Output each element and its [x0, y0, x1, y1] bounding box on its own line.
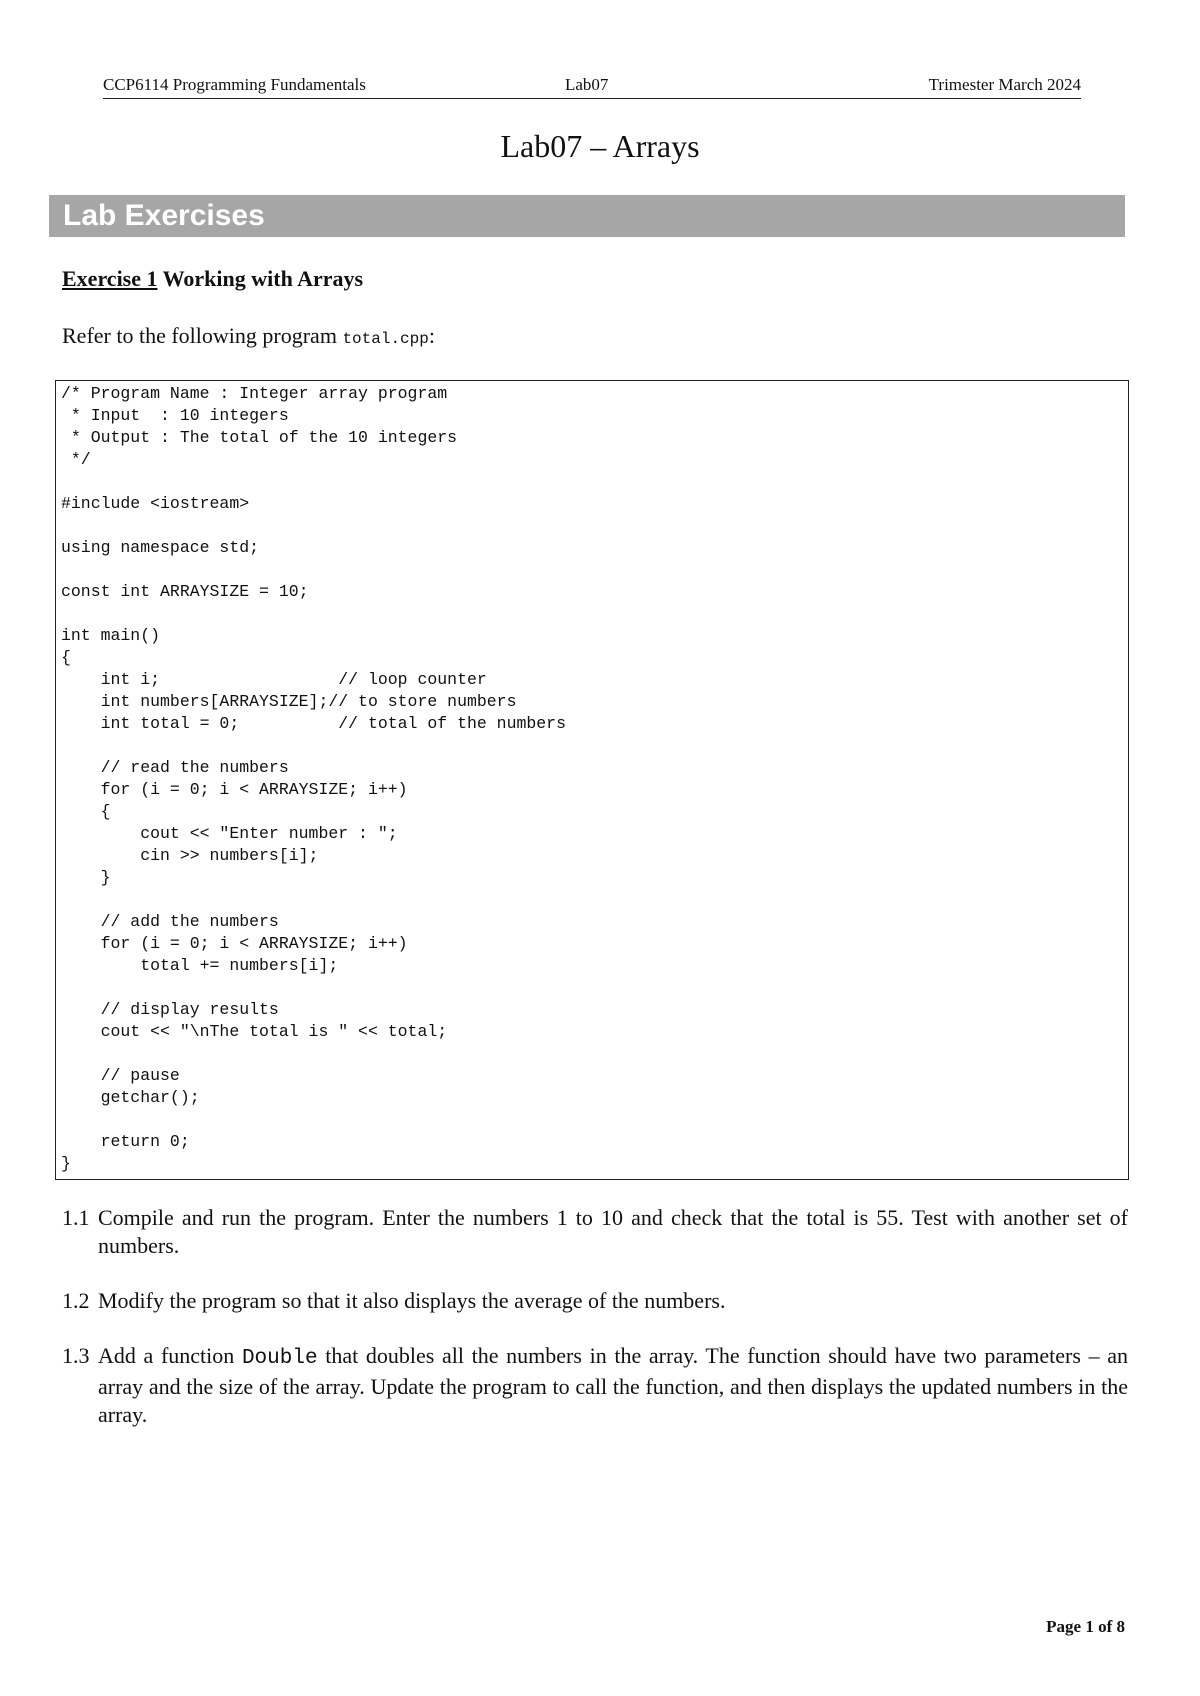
function-name: Double [241, 1347, 318, 1370]
section-title: Lab Exercises [63, 199, 265, 232]
page-header [103, 74, 1081, 99]
course-name: CCP6114 Programming Fundamentals [103, 75, 366, 94]
exercise-heading [62, 265, 363, 293]
page-number: Page 1 of 8 [1046, 1617, 1125, 1636]
intro-suffix: : [428, 323, 435, 348]
document-title: Lab07 – Arrays [500, 128, 700, 164]
task-item [62, 1287, 1128, 1315]
task-list [62, 1204, 1128, 1456]
section-banner [49, 195, 1125, 237]
task-item [62, 1342, 1128, 1429]
task-item [62, 1204, 1128, 1260]
lab-number: Lab07 [565, 75, 609, 94]
task-number: 1.3 [62, 1343, 90, 1368]
task-text: Modify the program so that it also displays the average of the numbers. [98, 1288, 726, 1313]
task-number: 1.1 [62, 1205, 90, 1230]
task-number: 1.2 [62, 1288, 90, 1313]
task-text: Compile and run the program. Enter the numbers 1 to 10 and check that the total is 55. Test with another set of numbers. [98, 1205, 1128, 1258]
task-text-after: that doubles all the numbers in the array. The function should have two parameters – an array and the size of the array. Update the program to call the function, and then displays the updated numbers in the array. [98, 1343, 1129, 1427]
task-text-before: Add a function [98, 1343, 242, 1368]
code-text: /* Program Name : Integer array program * Input : 10 integers * Output : The total of the 10 integers */ #include <iostream> using namespace std; const int ARRAYSIZE = 10; int main() { int i; // loop counter int numbers[ARRAYSIZE];// to store numbers int total = 0; // total of the numbers // read the numbers for (i = 0; i < ARRAYSIZE; i++) { cout << "Enter number : "; cin >> numbers[i]; } // add the numbers for (i = 0; i < ARRAYSIZE; i++) total += numbers[i]; // display results cout << "\nThe total is " << total; // pause getchar(); return 0; } [61, 384, 566, 1173]
exercise-intro [62, 322, 435, 353]
trimester: Trimester March 2024 [928, 75, 1081, 94]
code-listing [55, 380, 1129, 1180]
exercise-title: Working with Arrays [162, 266, 364, 291]
program-filename: total.cpp [342, 330, 429, 348]
intro-text: Refer to the following program [62, 323, 343, 348]
exercise-number: Exercise 1 [62, 266, 158, 291]
